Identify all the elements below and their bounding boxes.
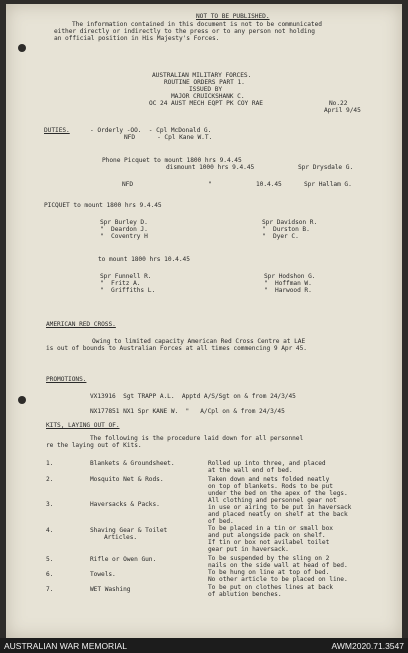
kit-item-desc: on top of blankets. Rods to be put [208, 483, 333, 490]
footer-reference: AWM2020.71.3547 [331, 641, 404, 651]
kit-item-desc: No other article to be placed on line. [208, 576, 348, 583]
kit-item-desc: Taken down and nets folded neatly [208, 476, 330, 483]
document-page [6, 4, 402, 638]
order-date: April 9/45 [324, 107, 361, 114]
kit-item-desc: and placed neatly on shelf at the back [208, 511, 348, 518]
kit-item-name: Mosquito Net & Rods. [90, 476, 164, 483]
kit-item-desc: in use or airing to be put in haversack [208, 504, 352, 511]
kit-item-number: 4. [46, 527, 54, 534]
promotions-heading: PROMOTIONS. [46, 376, 87, 383]
kit-item-name: Shaving Gear & Toilet [90, 527, 168, 534]
kit-item-number: 7. [46, 586, 54, 593]
picquet-name: " Fritz A. [100, 280, 141, 287]
picquet-name: " Hoffman W. [264, 280, 312, 287]
piquet-line: dismount 1000 hrs 9.4.45 [166, 164, 255, 171]
footer-source: AUSTRALIAN WAR MEMORIAL [4, 641, 127, 651]
picquet-heading: to mount 1800 hrs 10.4.45 [98, 256, 190, 263]
kit-item-number: 2. [46, 476, 54, 483]
notice-line: an official position in His Majesty's Forces. [54, 35, 220, 42]
kit-item-desc: of bed. [208, 518, 234, 525]
picquet-name: " Griffiths L. [100, 287, 156, 294]
piquet-sapper: Spr Drysdale G. [298, 164, 354, 171]
picquet-name: Spr Funnell R. [100, 273, 152, 280]
punch-hole [18, 396, 26, 404]
notice-line: either directly or indirectly to the press or to any person not holding [54, 28, 315, 35]
picquet-name: Spr Hodshon G. [264, 273, 316, 280]
title-line: MAJOR CRUICKSHANK C. [171, 93, 245, 100]
kit-item-name: Blankets & Groundsheet. [90, 460, 175, 467]
kits-heading: KITS, LAYING OUT OF. [46, 422, 120, 429]
kit-item-number: 6. [46, 571, 54, 578]
red-cross-text: Owing to limited capacity American Red Cross Centre at LAE [92, 338, 306, 345]
duties-heading: DUTIES. [44, 127, 70, 134]
kit-item-desc: To be hung on line at top of bed. [208, 569, 330, 576]
picquet-name: " Deardon J. [100, 226, 148, 233]
kit-item-name: Haversacks & Packs. [90, 501, 160, 508]
picquet-name: Spr Burley D. [100, 219, 148, 226]
picquet-name: " Harwood R. [264, 287, 312, 294]
kit-item-desc: To be suspended by the sling on 2 [208, 555, 330, 562]
archive-footer [0, 638, 408, 653]
punch-hole [18, 44, 26, 52]
red-cross-text: is out of bounds to Australian Forces at all times commencing 9 Apr 45. [46, 345, 307, 352]
picquet-name: " Dyer C. [262, 233, 299, 240]
piquet-date: 10.4.45 [256, 181, 282, 188]
title-line: AUSTRALIAN MILITARY FORCES. [152, 72, 252, 79]
promotion-line: NX177851 NX1 Spr KANE W. " A/Cpl on & from 24/3/45 [90, 408, 285, 415]
title-line: ISSUED BY [189, 86, 223, 93]
kit-item-number: 3. [46, 501, 54, 508]
red-cross-heading: AMERICAN RED CROSS. [46, 321, 116, 328]
piquet-line: NFD [122, 181, 134, 188]
order-number: No.22 [329, 100, 348, 107]
kit-item-number: 5. [46, 556, 54, 563]
kit-item-desc: All clothing and personnel gear not [208, 497, 337, 504]
kit-item-name: WET Washing [90, 586, 131, 593]
unit-line: OC 24 AUST MECH EQPT PK COY RAE [149, 100, 263, 107]
kit-item-desc: To be put on clothes lines at back [208, 584, 333, 591]
not-published-heading: NOT TO BE PUBLISHED. [196, 13, 270, 20]
kit-item-number: 1. [46, 460, 54, 467]
picquet-heading: PICQUET to mount 1800 hrs 9.4.45 [44, 202, 162, 209]
kit-item-name: Rifle or Owen Gun. [90, 556, 157, 563]
piquet-line: Phone Picquet to mount 1800 hrs 9.4.45 [102, 157, 242, 164]
duty-line: - Orderly -OO. - Cpl McDonald G. [90, 127, 212, 134]
kit-item-desc: under the bed on the apex of the legs. [208, 490, 348, 497]
kits-intro: re the laying out of Kits. [46, 442, 142, 449]
kit-item-desc: and put alongside pack on shelf. [208, 532, 326, 539]
kit-item-desc: gear put in haversack. [208, 546, 289, 553]
kit-item-desc: at the wall end of bed. [208, 467, 293, 474]
kit-item-desc: of ablution benches. [208, 591, 282, 598]
notice-line: The information contained in this document is not to be communicated [72, 21, 322, 28]
piquet-sapper: Spr Hallam G. [304, 181, 352, 188]
picquet-name: Spr Davidson R. [262, 219, 318, 226]
kits-intro: The following is the procedure laid down for all personnel [90, 435, 304, 442]
kit-item-name: Towels. [90, 571, 116, 578]
kit-item-desc: Rolled up into three, and placed [208, 460, 326, 467]
kit-item-desc: nails on the side wall at head of bed. [208, 562, 348, 569]
kit-item-desc: To be placed in a tin or small box [208, 525, 333, 532]
kit-item-name: Articles. [104, 534, 138, 541]
ditto-mark: " [208, 181, 212, 188]
duty-line: NFD - Cpl Kane W.T. [124, 134, 213, 141]
title-line: ROUTINE ORDERS PART 1. [164, 79, 245, 86]
promotion-line: VX13916 Sgt TRAPP A.L. Apptd A/S/Sgt on & from 24/3/45 [90, 393, 296, 400]
picquet-name: " Durston B. [262, 226, 310, 233]
picquet-name: " Coventry H [100, 233, 148, 240]
kit-item-desc: If tin or box not avilabel toilet [208, 539, 330, 546]
